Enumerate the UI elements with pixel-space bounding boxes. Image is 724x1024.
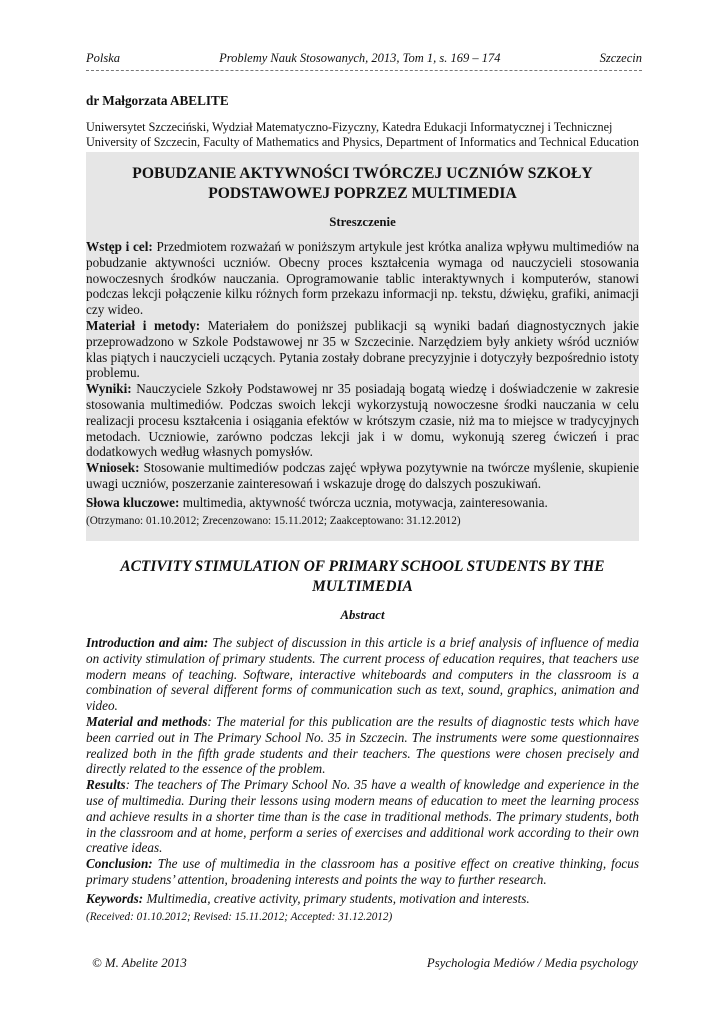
- pl-section-text: Materiałem do poniższej publikacji są wyniki badań diagnostycznych jakie przeprowadzono w Szkole Podstawowej nr 35 w Szczecinie. Narzędziem były ankiety wśród uczniów klas piątych i nauczycieli uczących. Pytania zostały dobrane precyzyjnie i dotyczyły bezpośrednio istoty problemu.: [86, 317, 639, 381]
- english-abstract-heading: Abstract: [340, 608, 385, 622]
- polish-title: POBUDZANIE AKTYWNOŚCI TWÓRCZEJ UCZNIÓW SZKOŁY PODSTAWOWEJ POPRZEZ MULTIMEDIA: [132, 165, 593, 202]
- pl-section-text: Przedmiotem rozważań w poniższym artykule jest krótka analiza wpływu multimediów na pobudzanie aktywności uczniów. Obecny proces kształcenia wymaga od nauczycieli stosowania nowoczesnych środków nauczania. Oprogramowanie tablic interaktywnych i komputerów, stanowi podczas lekcji połączenie kilku różnych form przekazu informacji np. tekstu, dźwięku, grafiki, animacji czy wideo.: [86, 239, 639, 318]
- pl-keywords-label: Słowa kluczowe:: [86, 494, 180, 510]
- en-keywords-label: Keywords:: [86, 890, 144, 906]
- pl-section-label: Materiał i metody:: [86, 317, 201, 333]
- en-section-label: Introduction and aim:: [86, 635, 209, 650]
- en-keywords: [86, 891, 639, 907]
- pl-section-label: Wstęp i cel:: [86, 239, 153, 254]
- en-section-text: The use of multimedia in the classroom has a positive effect on creative thinking, focus primary studens’ attention, broadening interests and points the way to further research.: [86, 856, 639, 887]
- header-journal: Problemy Nauk Stosowanych, 2013, Tom 1, s. 169 – 174: [219, 51, 501, 65]
- en-section-conclusion: [86, 856, 639, 888]
- affiliation: [86, 120, 642, 150]
- pl-keywords: [86, 495, 639, 511]
- footer-journal-section: Psychologia Mediów / Media psychology: [426, 956, 638, 970]
- en-keywords-text: Multimedia, creative activity, primary students, motivation and interests.: [143, 890, 530, 906]
- en-section-label: Conclusion:: [86, 856, 153, 872]
- running-header: [86, 50, 642, 71]
- pl-section-text: Nauczyciele Szkoły Podstawowej nr 35 posiadają bogatą wiedzę i doświadczenie w zakresie stosowania multimediów. Podczas swoich lekcji wykorzystują nowoczesne środki nauczania w celu realizacji procesu kształcenia i osiągania efektów w krótszym czasie, niż ma to miejsce w tradycyjnych metodach. Uczniowie, zarówno podczas lekcji jak i w domu, wykonują szereg ćwiczeń i prac dodatkowych według własnych pomysłów.: [86, 381, 639, 460]
- en-section-text: : The material for this publication are the results of diagnostic tests which have been carried out in The Primary School No. 35 in Szczecin. The instruments were some questionnaires realized both in the fifth grade students and their teachers. The questions were chosen precisely and directly related to the essence of the problem.: [86, 713, 639, 777]
- pl-section-conclusion: [86, 460, 639, 492]
- english-abstract-body: [86, 635, 639, 925]
- author-name: dr Małgorzata ABELITE: [86, 93, 229, 108]
- en-section-label: Results: [86, 777, 126, 793]
- pl-section-text: Stosowanie multimediów podczas zajęć wpływa pozytywnie na twórcze myślenie, skupienie uwagi uczniów, poszerzanie zainteresowań i wskazuje drogę do dalszych poszukiwań.: [86, 460, 639, 491]
- affiliation-pl: Uniwersytet Szczeciński, Wydział Matematyczno-Fizyczny, Katedra Edukacji Informatycznej i Technicznej: [86, 120, 613, 134]
- en-section-text: The subject of discussion in this article is a brief analysis of influence of media on activity stimulation of primary students. The current process of education requires, that teachers use modern means of teaching. Software, interactive whiteboards and computers in the classroom is a combination of several different forms of communication such as text, sound, graphics, animation and video.: [86, 635, 639, 714]
- polish-abstract-body: [86, 239, 639, 529]
- pl-section-methods: [86, 318, 639, 381]
- en-section-results: [86, 777, 639, 856]
- english-title: ACTIVITY STIMULATION OF PRIMARY SCHOOL STUDENTS BY THE MULTIMEDIA: [120, 558, 605, 595]
- en-section-text: : The teachers of The Primary School No. 35 have a wealth of knowledge and experience in the use of multimedia. During their lessons using modern means of education to meet the learning process and achieve results in a shorter time than is the case in traditional methods. The primary students, both in the classroom and at home, perform a series of exercises and additional work according to their own creative ideas.: [86, 777, 639, 856]
- en-section-intro: [86, 635, 639, 714]
- en-received-dates: (Received: 01.10.2012; Revised: 15.11.2012; Accepted: 31.12.2012): [86, 910, 393, 923]
- pl-section-results: [86, 381, 639, 460]
- polish-abstract-heading: Streszczenie: [329, 215, 396, 229]
- pl-section-label: Wyniki:: [86, 381, 132, 397]
- pl-keywords-text: multimedia, aktywność twórcza ucznia, motywacja, zainteresowania.: [179, 494, 548, 510]
- pl-received-dates: (Otrzymano: 01.10.2012; Zrecenzowano: 15.11.2012; Zaakceptowano: 31.12.2012): [86, 514, 461, 527]
- header-country: Polska: [86, 51, 121, 65]
- pl-section-label: Wniosek:: [86, 460, 140, 476]
- en-section-label: Material and methods: [86, 713, 208, 729]
- page-footer: [92, 956, 638, 971]
- en-section-methods: [86, 714, 639, 777]
- header-city: Szczecin: [599, 51, 642, 65]
- footer-copyright: © M. Abelite 2013: [92, 956, 187, 970]
- pl-section-intro: [86, 239, 639, 318]
- affiliation-en: University of Szczecin, Faculty of Mathematics and Physics, Department of Informatics and Technical Education: [86, 135, 639, 149]
